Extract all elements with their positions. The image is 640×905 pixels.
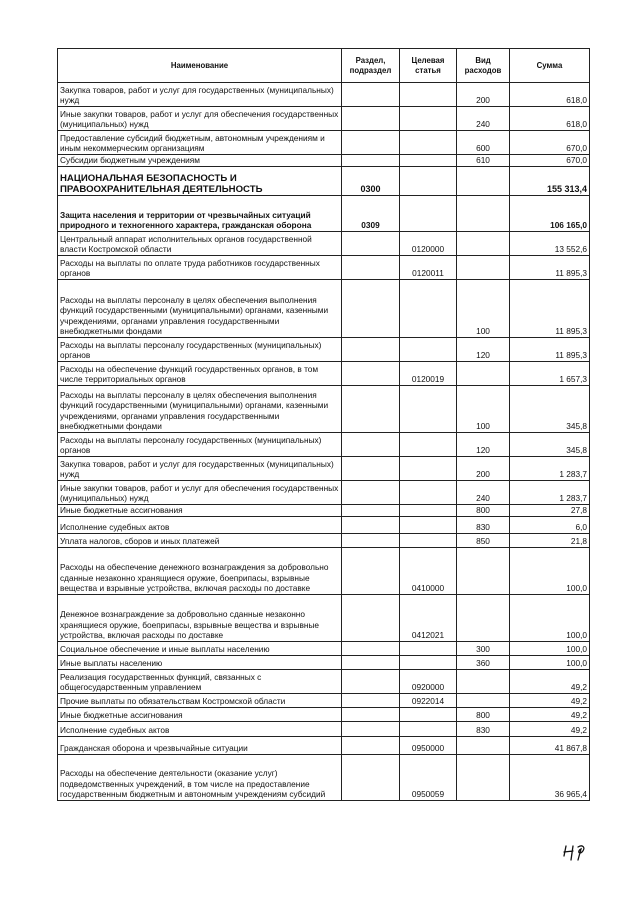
table-row bbox=[58, 196, 590, 232]
row-kind-cell bbox=[457, 595, 510, 642]
row-kind-cell: 120 bbox=[457, 433, 510, 457]
table-row bbox=[58, 280, 590, 338]
header-kind: Вид расходов bbox=[457, 49, 510, 83]
row-section-cell bbox=[342, 708, 400, 722]
row-target-cell bbox=[400, 534, 457, 548]
table-row bbox=[58, 708, 590, 722]
row-section-cell bbox=[342, 362, 400, 386]
row-name-cell: Расходы на выплаты персоналу в целях обеспечения выполнения функций государственными (муниципальными) органами, казенными учреждениями, органами управления государственными внебюджетными фондами bbox=[58, 386, 342, 433]
table-row bbox=[58, 131, 590, 155]
table-body bbox=[58, 83, 590, 801]
row-sum-cell: 670,0 bbox=[510, 155, 590, 167]
row-name-cell: Расходы на выплаты персоналу в целях обеспечения выполнения функций государственными (муниципальными) органами, казенными учреждениями, органами управления государственными внебюджетными фондами bbox=[58, 280, 342, 338]
row-section-cell bbox=[342, 694, 400, 708]
row-section-cell: 0300 bbox=[342, 167, 400, 196]
table-row bbox=[58, 755, 590, 801]
table-row bbox=[58, 595, 590, 642]
handwritten-page-number bbox=[562, 843, 596, 861]
row-target-cell: 0922014 bbox=[400, 694, 457, 708]
row-target-cell bbox=[400, 722, 457, 737]
row-name-cell: Закупка товаров, работ и услуг для государственных (муниципальных) нужд bbox=[58, 457, 342, 481]
row-section-cell bbox=[342, 656, 400, 670]
row-target-cell bbox=[400, 83, 457, 107]
row-kind-cell: 240 bbox=[457, 107, 510, 131]
row-name-cell: Денежное вознаграждение за добровольно сданные незаконно хранящиеся оружие, боеприпасы, взрывные вещества и взрывные устройства, включая расходы по доставке bbox=[58, 595, 342, 642]
row-kind-cell bbox=[457, 548, 510, 595]
row-target-cell: 0120019 bbox=[400, 362, 457, 386]
row-name-cell: Расходы на выплаты по оплате труда работников государственных органов bbox=[58, 256, 342, 280]
row-name-cell: Гражданская оборона и чрезвычайные ситуации bbox=[58, 737, 342, 755]
row-section-cell bbox=[342, 131, 400, 155]
row-target-cell: 0950000 bbox=[400, 737, 457, 755]
table-row bbox=[58, 457, 590, 481]
header-name: Наименование bbox=[58, 49, 342, 83]
table-row bbox=[58, 338, 590, 362]
row-target-cell bbox=[400, 280, 457, 338]
row-section-cell bbox=[342, 642, 400, 656]
table-row bbox=[58, 481, 590, 505]
row-section-cell bbox=[342, 481, 400, 505]
table-row bbox=[58, 433, 590, 457]
row-sum-cell: 36 965,4 bbox=[510, 755, 590, 801]
row-name-cell: Расходы на выплаты персоналу государственных (муниципальных) органов bbox=[58, 338, 342, 362]
row-kind-cell: 830 bbox=[457, 517, 510, 534]
table-row bbox=[58, 722, 590, 737]
row-target-cell: 0410000 bbox=[400, 548, 457, 595]
row-sum-cell: 41 867,8 bbox=[510, 737, 590, 755]
row-sum-cell: 618,0 bbox=[510, 83, 590, 107]
row-kind-cell bbox=[457, 694, 510, 708]
row-target-cell bbox=[400, 155, 457, 167]
row-sum-cell: 670,0 bbox=[510, 131, 590, 155]
row-kind-cell: 830 bbox=[457, 722, 510, 737]
row-kind-cell: 360 bbox=[457, 656, 510, 670]
row-name-cell: Предоставление субсидий бюджетным, автономным учреждениям и иным некоммерческим организациям bbox=[58, 131, 342, 155]
row-target-cell bbox=[400, 131, 457, 155]
row-sum-cell: 49,2 bbox=[510, 708, 590, 722]
row-section-cell bbox=[342, 737, 400, 755]
row-target-cell bbox=[400, 338, 457, 362]
row-name-cell: Расходы на обеспечение денежного вознаграждения за добровольно сданные незаконно хранящиеся оружие, боеприпасы, взрывные вещества и взрывные устройства, включая расходы по доставке bbox=[58, 548, 342, 595]
row-kind-cell: 200 bbox=[457, 457, 510, 481]
table-header-row bbox=[58, 49, 590, 83]
table-row bbox=[58, 534, 590, 548]
row-sum-cell: 6,0 bbox=[510, 517, 590, 534]
row-kind-cell bbox=[457, 737, 510, 755]
row-kind-cell: 100 bbox=[457, 386, 510, 433]
table-row bbox=[58, 167, 590, 196]
table-row bbox=[58, 656, 590, 670]
table-row bbox=[58, 694, 590, 708]
row-kind-cell: 800 bbox=[457, 505, 510, 517]
row-section-cell bbox=[342, 505, 400, 517]
row-target-cell bbox=[400, 196, 457, 232]
row-sum-cell: 345,8 bbox=[510, 386, 590, 433]
row-sum-cell: 1 283,7 bbox=[510, 457, 590, 481]
row-name-cell: Иные закупки товаров, работ и услуг для обеспечения государственных (муниципальных) нужд bbox=[58, 107, 342, 131]
row-target-cell bbox=[400, 167, 457, 196]
row-section-cell bbox=[342, 755, 400, 801]
row-target-cell bbox=[400, 505, 457, 517]
row-sum-cell: 13 552,6 bbox=[510, 232, 590, 256]
table-row bbox=[58, 642, 590, 656]
row-name-cell: Исполнение судебных актов bbox=[58, 517, 342, 534]
row-name-cell: Иные бюджетные ассигнования bbox=[58, 708, 342, 722]
row-section-cell bbox=[342, 280, 400, 338]
row-kind-cell: 300 bbox=[457, 642, 510, 656]
row-kind-cell bbox=[457, 167, 510, 196]
row-target-cell: 0120000 bbox=[400, 232, 457, 256]
row-target-cell bbox=[400, 107, 457, 131]
row-section-cell bbox=[342, 386, 400, 433]
table-row bbox=[58, 232, 590, 256]
row-sum-cell: 345,8 bbox=[510, 433, 590, 457]
header-section: Раздел, подраздел bbox=[342, 49, 400, 83]
row-sum-cell: 49,2 bbox=[510, 670, 590, 694]
row-sum-cell: 11 895,3 bbox=[510, 256, 590, 280]
row-kind-cell: 100 bbox=[457, 280, 510, 338]
row-kind-cell bbox=[457, 232, 510, 256]
row-target-cell: 0950059 bbox=[400, 755, 457, 801]
row-name-cell: Защита населения и территории от чрезвычайных ситуаций природного и техногенного характера, гражданская оборона bbox=[58, 196, 342, 232]
header-target: Целевая статья bbox=[400, 49, 457, 83]
row-target-cell: 0412021 bbox=[400, 595, 457, 642]
row-sum-cell: 49,2 bbox=[510, 694, 590, 708]
table-row bbox=[58, 548, 590, 595]
table-row bbox=[58, 737, 590, 755]
table-row bbox=[58, 107, 590, 131]
row-name-cell: Закупка товаров, работ и услуг для государственных (муниципальных) нужд bbox=[58, 83, 342, 107]
row-sum-cell: 21,8 bbox=[510, 534, 590, 548]
table-row bbox=[58, 670, 590, 694]
budget-table bbox=[57, 48, 590, 801]
row-sum-cell: 100,0 bbox=[510, 656, 590, 670]
row-target-cell: 0920000 bbox=[400, 670, 457, 694]
row-sum-cell: 11 895,3 bbox=[510, 280, 590, 338]
row-name-cell: Расходы на обеспечение деятельности (оказание услуг) подведомственных учреждений, в том числе на предоставление государственным бюджетным и автономным учреждениям субсидий bbox=[58, 755, 342, 801]
table-row bbox=[58, 505, 590, 517]
row-name-cell: Расходы на обеспечение функций государственных органов, в том числе территориальных органов bbox=[58, 362, 342, 386]
row-kind-cell: 240 bbox=[457, 481, 510, 505]
row-section-cell bbox=[342, 670, 400, 694]
row-sum-cell: 11 895,3 bbox=[510, 338, 590, 362]
row-section-cell bbox=[342, 457, 400, 481]
row-name-cell: Иные выплаты населению bbox=[58, 656, 342, 670]
row-target-cell: 0120011 bbox=[400, 256, 457, 280]
row-kind-cell: 120 bbox=[457, 338, 510, 362]
row-target-cell bbox=[400, 708, 457, 722]
row-section-cell bbox=[342, 232, 400, 256]
row-name-cell: Социальное обеспечение и иные выплаты населению bbox=[58, 642, 342, 656]
row-kind-cell bbox=[457, 196, 510, 232]
row-kind-cell: 800 bbox=[457, 708, 510, 722]
row-section-cell bbox=[342, 595, 400, 642]
row-target-cell bbox=[400, 517, 457, 534]
row-target-cell bbox=[400, 386, 457, 433]
row-sum-cell: 100,0 bbox=[510, 548, 590, 595]
row-name-cell: Прочие выплаты по обязательствам Костромской области bbox=[58, 694, 342, 708]
row-kind-cell: 200 bbox=[457, 83, 510, 107]
row-section-cell bbox=[342, 155, 400, 167]
row-name-cell: Субсидии бюджетным учреждениям bbox=[58, 155, 342, 167]
row-name-cell: Уплата налогов, сборов и иных платежей bbox=[58, 534, 342, 548]
row-section-cell bbox=[342, 107, 400, 131]
row-section-cell bbox=[342, 433, 400, 457]
row-sum-cell: 106 165,0 bbox=[510, 196, 590, 232]
row-target-cell bbox=[400, 457, 457, 481]
row-sum-cell: 100,0 bbox=[510, 595, 590, 642]
row-kind-cell bbox=[457, 256, 510, 280]
table-row bbox=[58, 517, 590, 534]
row-kind-cell bbox=[457, 755, 510, 801]
row-section-cell bbox=[342, 256, 400, 280]
row-name-cell: Расходы на выплаты персоналу государственных (муниципальных) органов bbox=[58, 433, 342, 457]
row-target-cell bbox=[400, 433, 457, 457]
row-sum-cell: 618,0 bbox=[510, 107, 590, 131]
row-kind-cell bbox=[457, 362, 510, 386]
table-row bbox=[58, 155, 590, 167]
row-section-cell bbox=[342, 722, 400, 737]
row-section-cell bbox=[342, 534, 400, 548]
row-target-cell bbox=[400, 481, 457, 505]
row-section-cell bbox=[342, 338, 400, 362]
row-sum-cell: 49,2 bbox=[510, 722, 590, 737]
budget-table-page bbox=[57, 48, 589, 801]
table-row bbox=[58, 256, 590, 280]
row-target-cell bbox=[400, 656, 457, 670]
row-sum-cell: 155 313,4 bbox=[510, 167, 590, 196]
row-kind-cell: 610 bbox=[457, 155, 510, 167]
row-target-cell bbox=[400, 642, 457, 656]
header-sum: Сумма bbox=[510, 49, 590, 83]
row-section-cell: 0309 bbox=[342, 196, 400, 232]
row-name-cell: Реализация государственных функций, связанных с общегосударственным управлением bbox=[58, 670, 342, 694]
row-sum-cell: 1 657,3 bbox=[510, 362, 590, 386]
row-name-cell: Иные бюджетные ассигнования bbox=[58, 505, 342, 517]
row-kind-cell: 600 bbox=[457, 131, 510, 155]
table-row bbox=[58, 362, 590, 386]
row-section-cell bbox=[342, 83, 400, 107]
row-name-cell: Исполнение судебных актов bbox=[58, 722, 342, 737]
row-kind-cell bbox=[457, 670, 510, 694]
row-section-cell bbox=[342, 548, 400, 595]
table-row bbox=[58, 386, 590, 433]
row-name-cell: Иные закупки товаров, работ и услуг для обеспечения государственных (муниципальных) нужд bbox=[58, 481, 342, 505]
row-sum-cell: 27,8 bbox=[510, 505, 590, 517]
row-sum-cell: 1 283,7 bbox=[510, 481, 590, 505]
row-section-cell bbox=[342, 517, 400, 534]
row-name-cell: НАЦИОНАЛЬНАЯ БЕЗОПАСНОСТЬ И ПРАВООХРАНИТЕЛЬНАЯ ДЕЯТЕЛЬНОСТЬ bbox=[58, 167, 342, 196]
row-sum-cell: 100,0 bbox=[510, 642, 590, 656]
row-name-cell: Центральный аппарат исполнительных органов государственной власти Костромской области bbox=[58, 232, 342, 256]
row-kind-cell: 850 bbox=[457, 534, 510, 548]
table-row bbox=[58, 83, 590, 107]
